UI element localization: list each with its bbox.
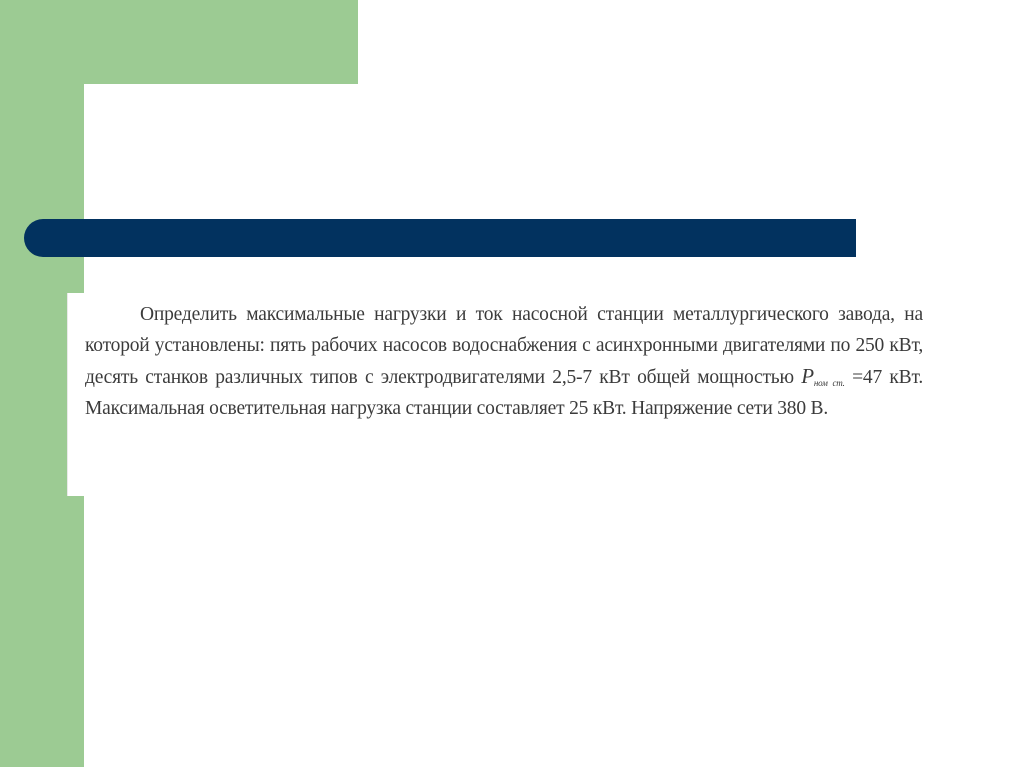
power-symbol: P: [801, 364, 814, 388]
task-text-part1: Определить максимальные нагрузки и ток насосной станции металлургического завода, на которой установлены: пять рабочих насосов водоснабжения с асинхронными двигателями по 250 кВт, десять станков различных типов с электродвигателями 2,5-7 кВт общей мощностью: [85, 304, 923, 388]
task-text-block: [68, 293, 942, 496]
power-subscript: ном ст.: [813, 378, 845, 388]
title-bar: [24, 219, 856, 257]
task-text: [85, 299, 923, 424]
green-accent-top: [0, 0, 358, 84]
task-text-part2: =47 кВт. Максимальная осветительная нагрузка станции составляет 25 кВт. Напряжение сети 380 В.: [85, 367, 923, 419]
